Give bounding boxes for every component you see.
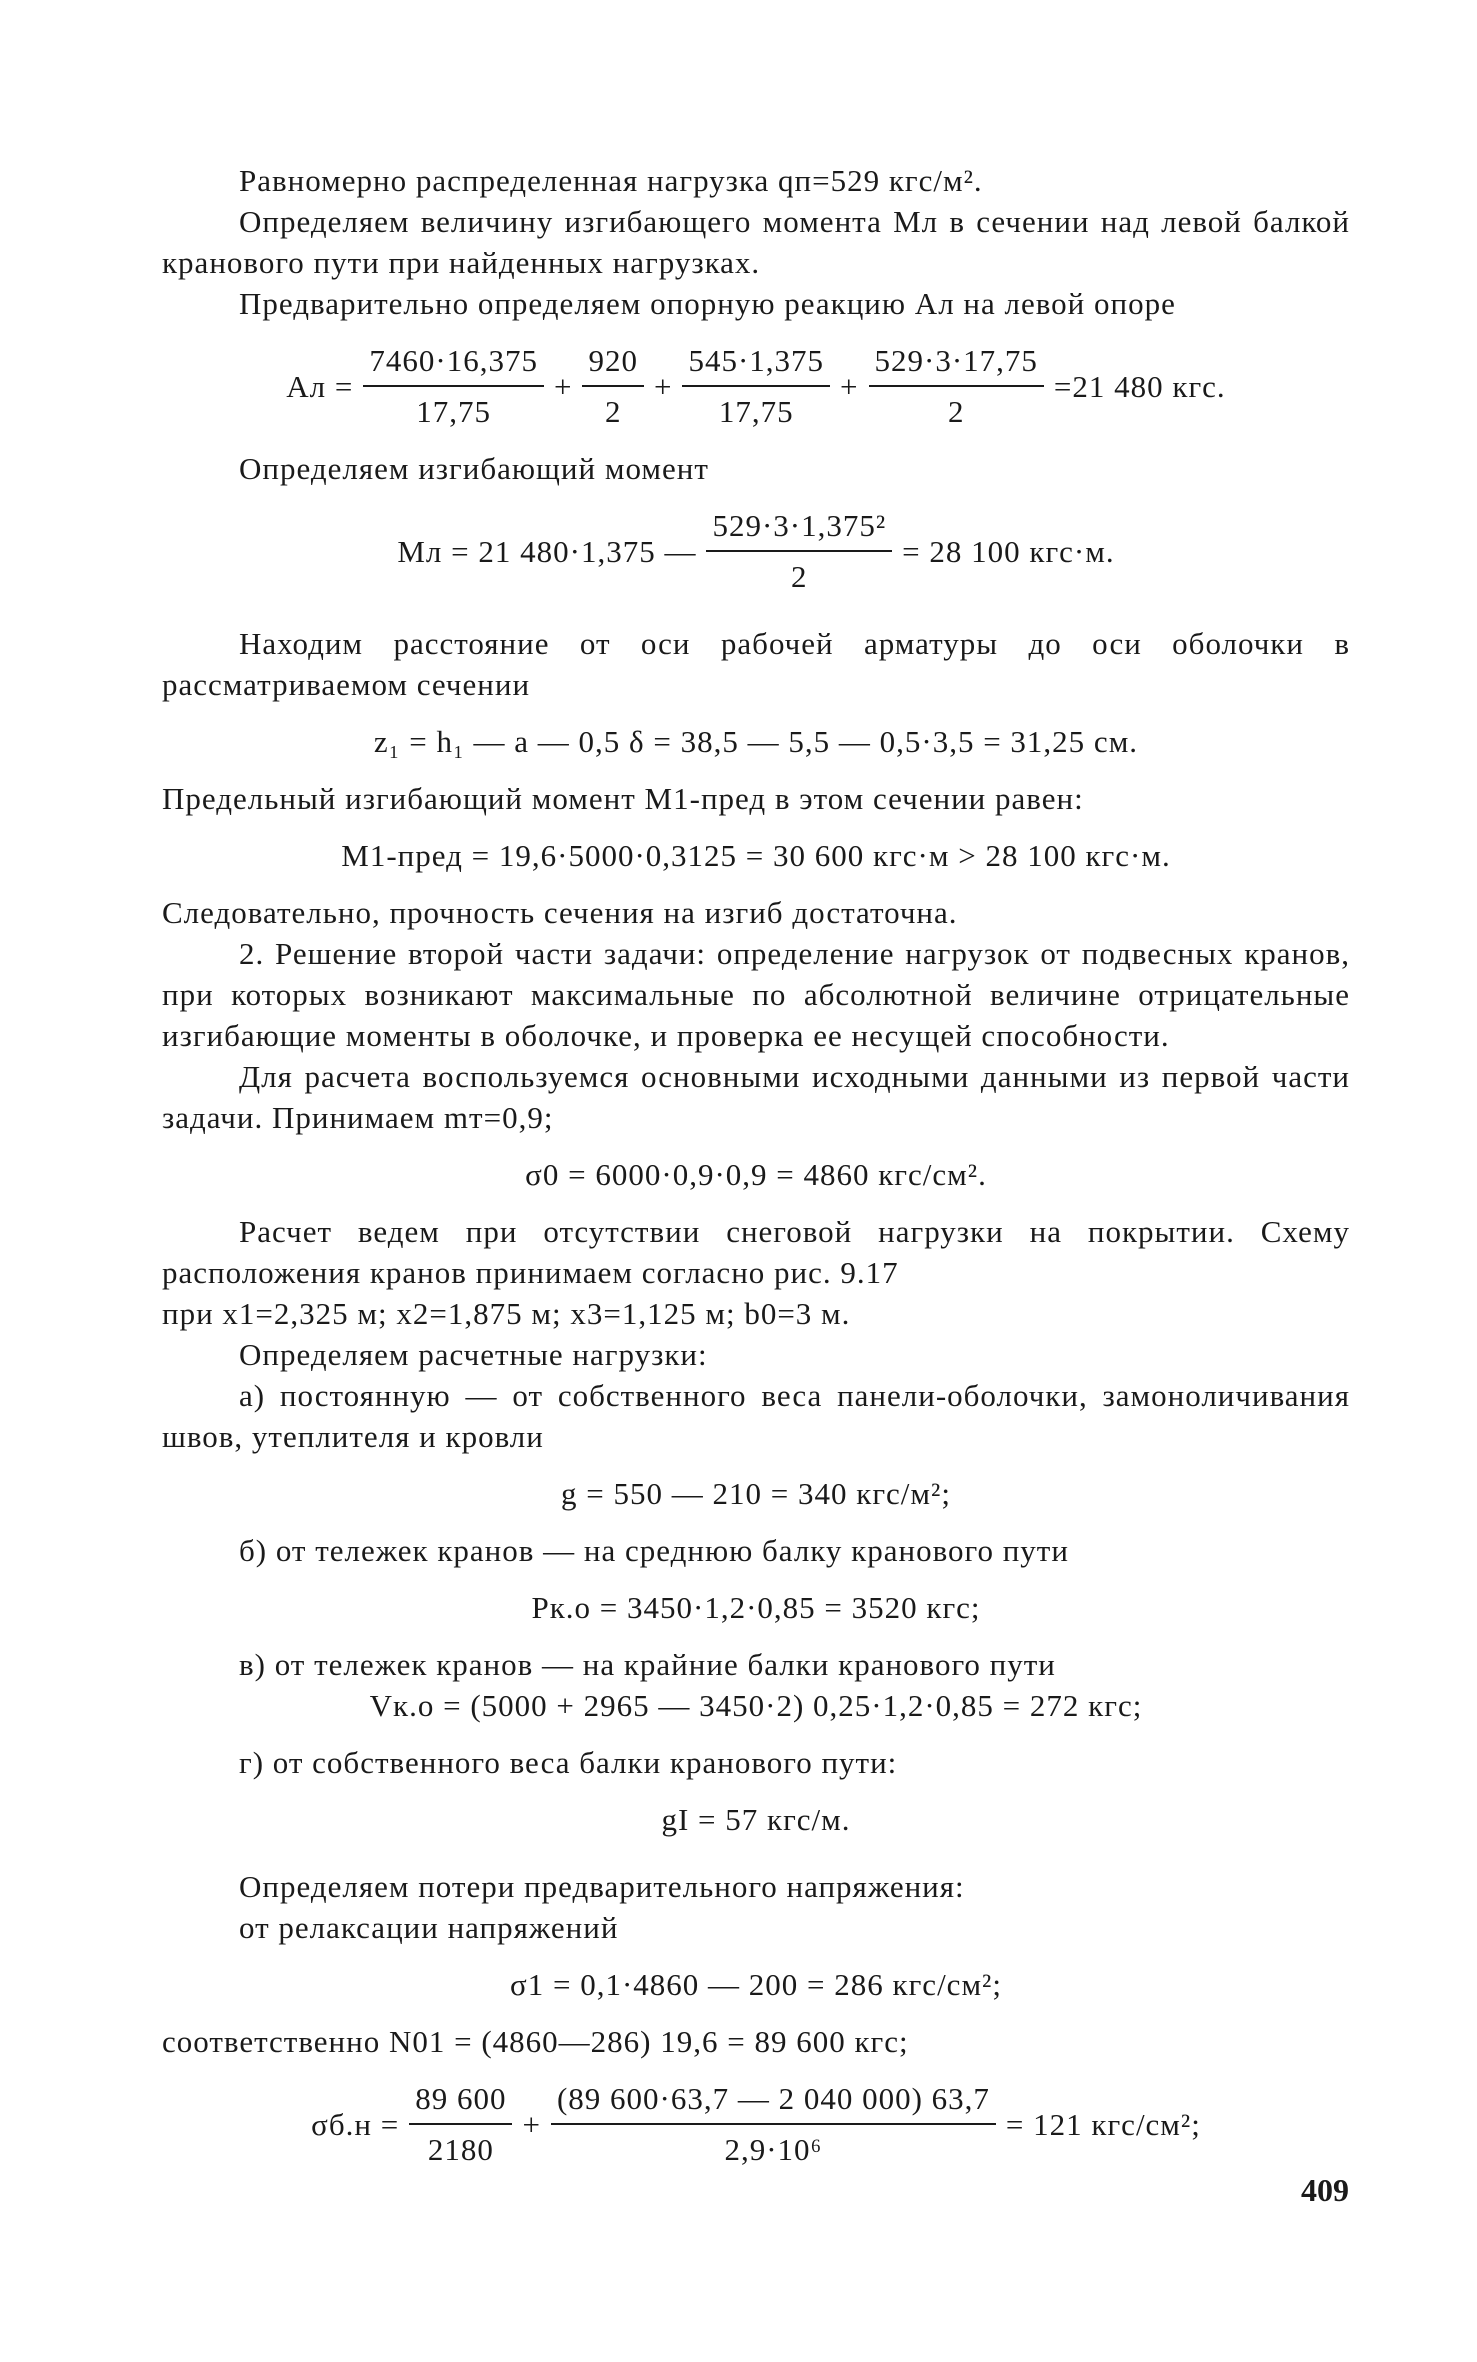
formula: Pк.о = 3450·1,2·0,85 = 3520 кгс;	[531, 1590, 981, 1625]
page-number: 409	[1301, 2172, 1349, 2208]
paragraph: Определяем изгибающий момент	[239, 451, 709, 486]
numerator: 545·1,375	[682, 340, 830, 387]
fraction	[363, 340, 544, 432]
denominator: 2	[947, 394, 965, 429]
fraction	[409, 2078, 512, 2170]
formula-prestress-loss	[162, 2078, 1350, 2170]
denominator: 17,75	[416, 394, 492, 429]
fraction	[551, 2078, 996, 2170]
numerator: 529·3·1,375²	[706, 505, 892, 552]
paragraph: Равномерно распределенная нагрузка qп=529 кгс/м².	[239, 163, 983, 198]
paragraph: 2. Решение второй части задачи: определение нагрузок от подвесных кранов, при которых возникают максимальные по абсолютной величине отрицательные изгибающие моменты в оболочке, и проверка ее несущей способности.	[162, 936, 1350, 1053]
plus-sign: +	[553, 368, 573, 404]
numerator: (89 600·63,7 — 2 040 000) 63,7	[551, 2078, 996, 2125]
fraction	[706, 505, 892, 597]
denominator: 2	[791, 559, 808, 594]
paragraph: Предельный изгибающий момент М1-пред в этом сечении равен:	[162, 781, 1084, 816]
plus-sign: +	[653, 368, 673, 404]
formula-rhs: =21 480 кгс.	[1053, 368, 1226, 404]
numerator: 7460·16,375	[363, 340, 544, 387]
paragraph: Расчет ведем при отсутствии снеговой нагрузки на покрытии. Схему расположения кранов принимаем согласно рис. 9.17	[162, 1214, 1350, 1290]
formula: Vк.о = (5000 + 2965 — 3450·2) 0,25·1,2·0,85 = 272 кгс;	[369, 1688, 1143, 1723]
paragraph: Находим расстояние от оси рабочей арматуры до оси оболочки в рассматриваемом сечении	[162, 626, 1350, 702]
paragraph: Следовательно, прочность сечения на изгиб достаточна.	[162, 895, 958, 930]
formula: gI = 57 кгс/м.	[661, 1802, 851, 1837]
page-body	[162, 160, 1350, 2170]
numerator: 89 600	[409, 2078, 512, 2125]
fraction	[582, 340, 644, 432]
paragraph: в) от тележек кранов — на крайние балки кранового пути	[239, 1647, 1056, 1682]
paragraph: Определяем величину изгибающего момента Мл в сечении над левой балкой кранового пути при найденных нагрузках.	[162, 204, 1350, 280]
plus-sign: +	[522, 2106, 541, 2142]
formula-bending-moment	[162, 505, 1350, 597]
paragraph: Определяем потери предварительного напряжения:	[239, 1869, 965, 1904]
formula: g = 550 — 210 = 340 кгс/м²;	[561, 1476, 951, 1511]
paragraph: г) от собственного веса балки кранового пути:	[239, 1745, 898, 1780]
formula-lhs: Мл = 21 480·1,375 —	[397, 533, 697, 569]
formula-rhs: = 28 100 кгс·м.	[902, 533, 1115, 569]
formula: z₁ = h₁ — a — 0,5 δ = 38,5 — 5,5 — 0,5·3,5 = 31,25 см.	[373, 724, 1139, 759]
formula: М1-пред = 19,6·5000·0,3125 = 30 600 кгс·м > 28 100 кгс·м.	[341, 838, 1171, 873]
paragraph: а) постоянную — от собственного веса панели-оболочки, замоноличивания швов, утеплителя и кровли	[162, 1378, 1350, 1454]
paragraph: при x1=2,325 м; x2=1,875 м; x3=1,125 м; b0=3 м.	[162, 1296, 851, 1331]
formula-support-reaction	[162, 340, 1350, 432]
paragraph: Предварительно определяем опорную реакцию Ал на левой опоре	[239, 286, 1176, 321]
numerator: 529·3·17,75	[869, 340, 1044, 387]
fraction	[869, 340, 1044, 432]
paragraph: Определяем расчетные нагрузки:	[239, 1337, 708, 1372]
denominator: 2180	[427, 2132, 494, 2167]
numerator: 920	[582, 340, 644, 387]
paragraph: б) от тележек кранов — на среднюю балку кранового пути	[239, 1533, 1069, 1568]
formula-rhs: = 121 кгс/см²;	[1005, 2106, 1201, 2142]
formula-lhs: Ал =	[286, 368, 354, 404]
denominator: 2	[604, 394, 622, 429]
formula: σ0 = 6000·0,9·0,9 = 4860 кгс/см².	[525, 1157, 987, 1192]
fraction	[682, 340, 830, 432]
formula: σ1 = 0,1·4860 — 200 = 286 кгс/см²;	[510, 1967, 1002, 2002]
denominator: 17,75	[718, 394, 794, 429]
formula-lhs: σб.н =	[311, 2106, 400, 2142]
plus-sign: +	[840, 368, 859, 404]
denominator: 2,9·10⁶	[724, 2132, 823, 2167]
paragraph: от релаксации напряжений	[239, 1910, 619, 1945]
paragraph: Для расчета воспользуемся основными исходными данными из первой части задачи. Принимаем mт=0,9;	[162, 1059, 1350, 1135]
paragraph: соответственно N01 = (4860—286) 19,6 = 89 600 кгс;	[162, 2024, 909, 2059]
